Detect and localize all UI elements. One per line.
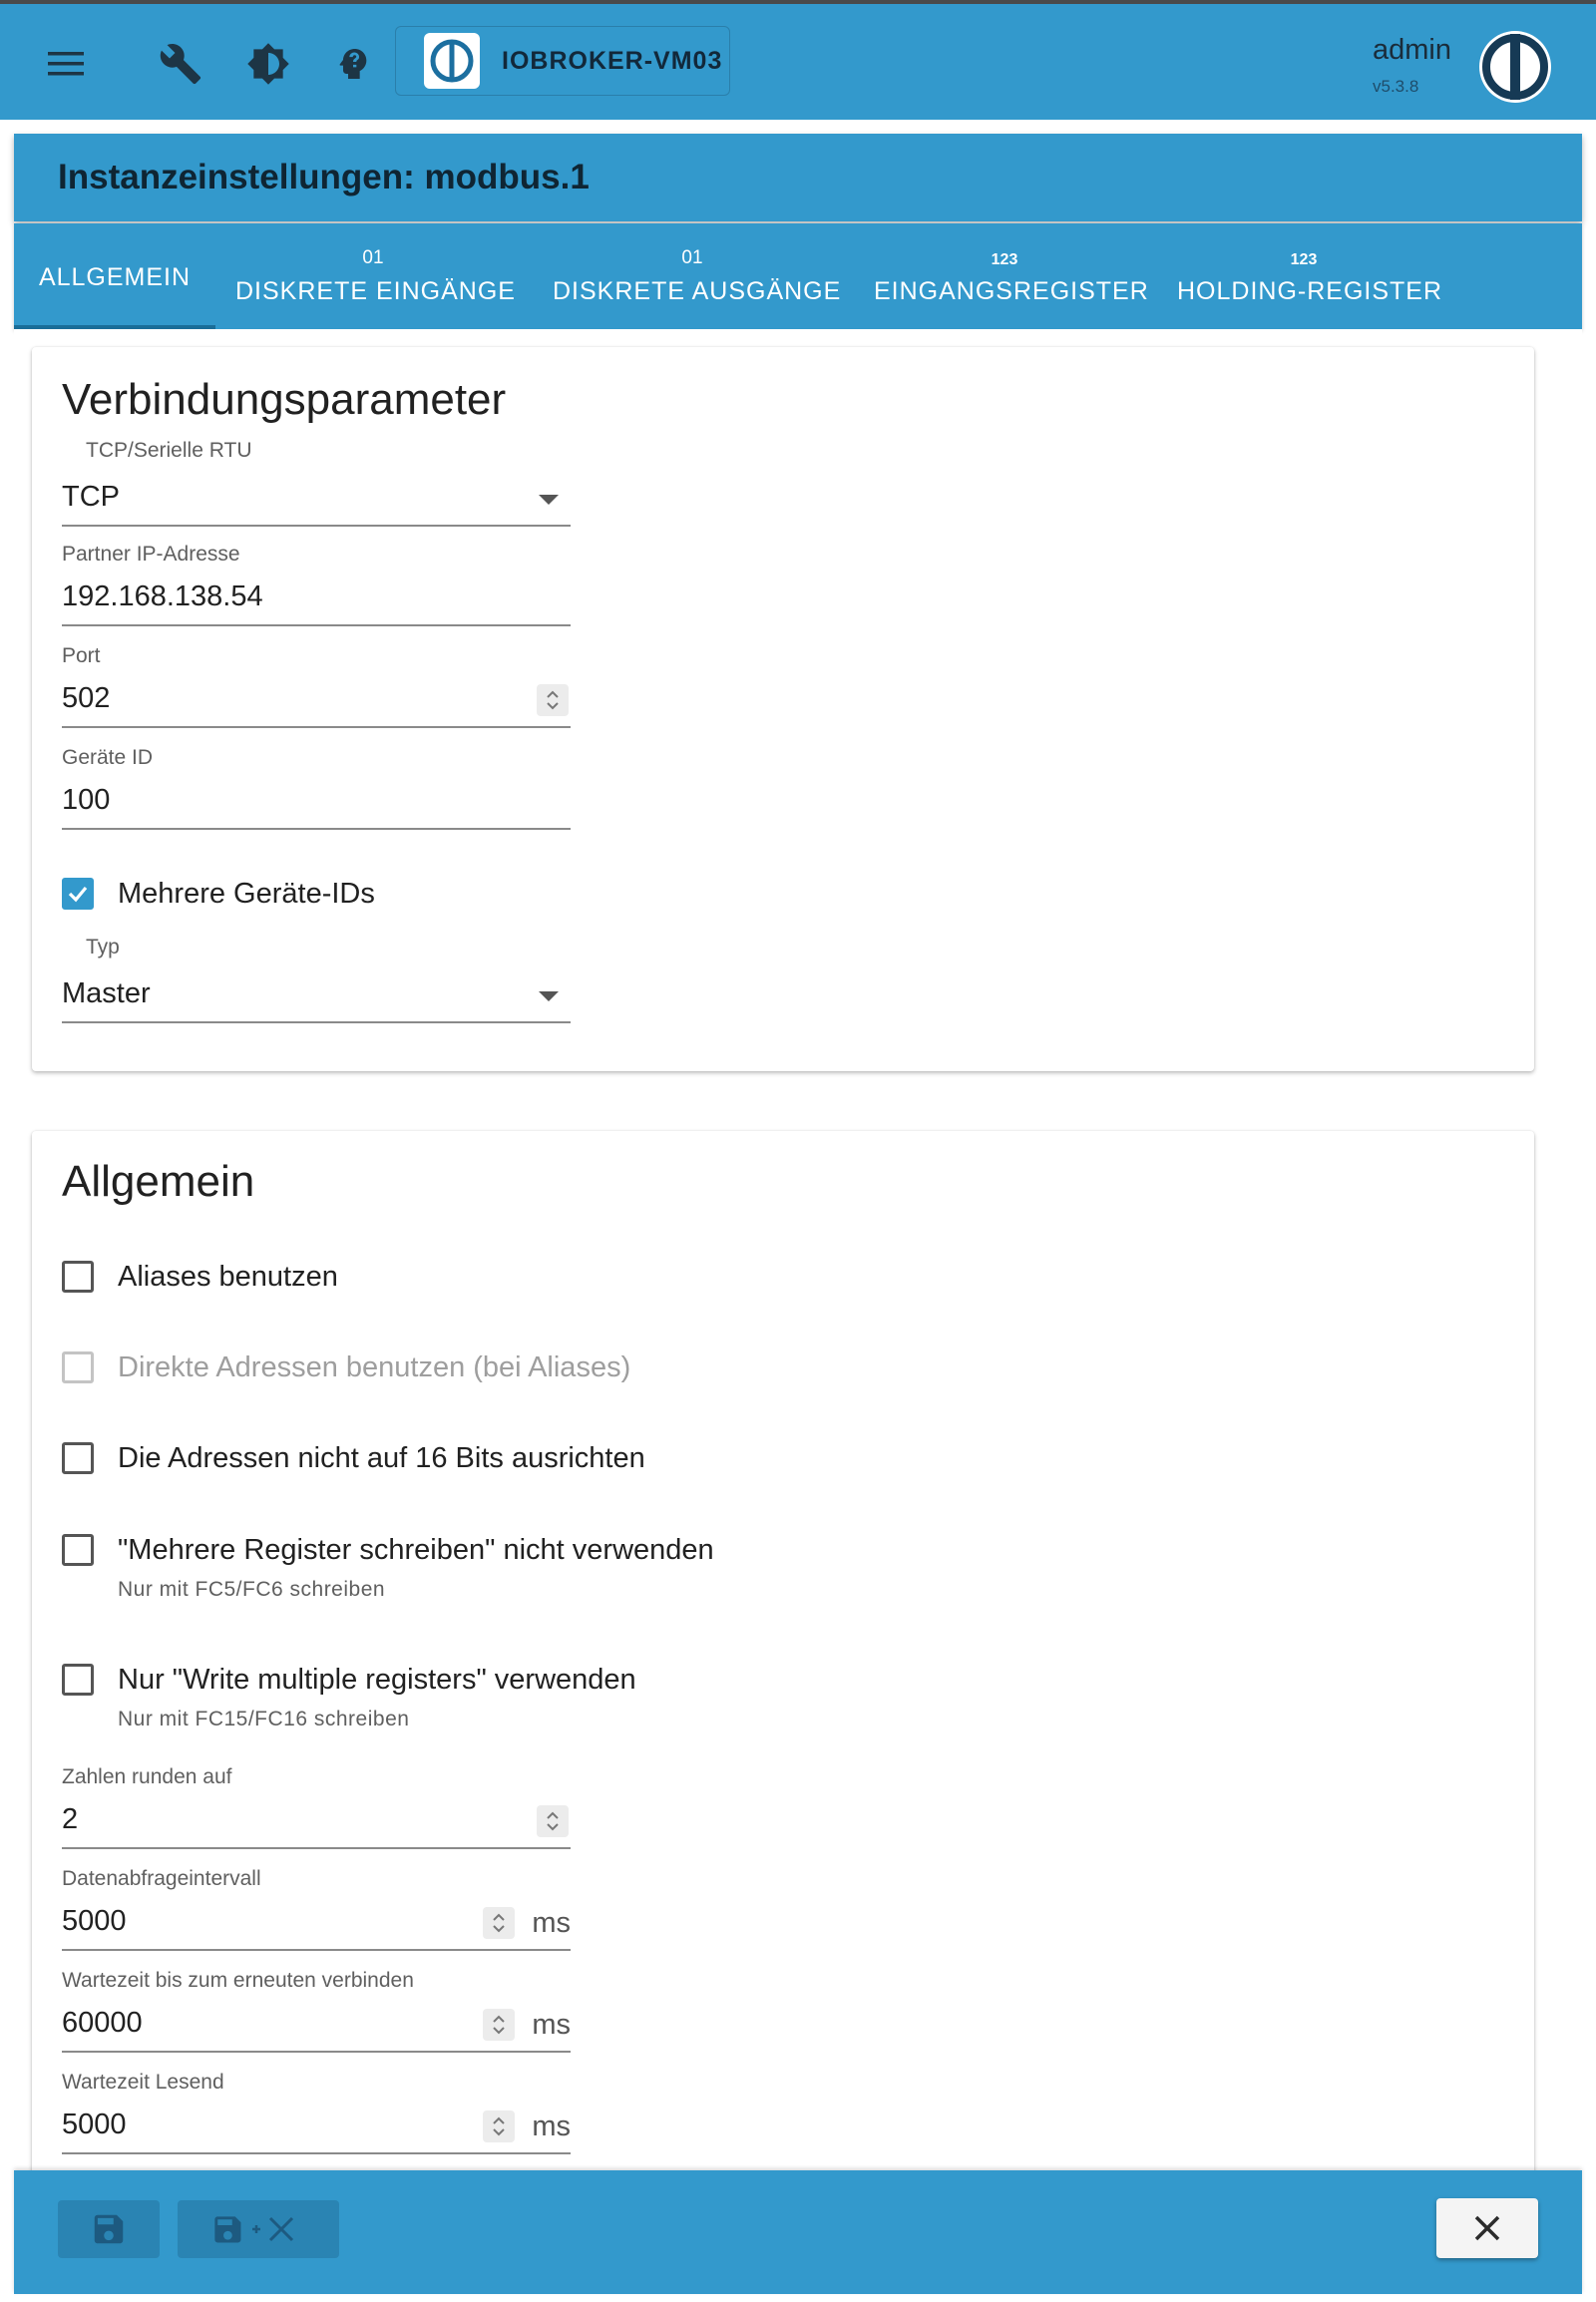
tab-icon-01: 01	[681, 247, 703, 268]
wrench-icon[interactable]	[156, 4, 205, 124]
round-value: 2	[62, 1803, 79, 1835]
tab-label: EINGANGSREGISTER	[874, 277, 1149, 305]
mode-label: TCP/Serielle RTU	[86, 439, 252, 462]
save-button[interactable]	[58, 2200, 160, 2258]
port-value: 502	[62, 682, 111, 714]
poll-value: 5000	[62, 1905, 127, 1937]
save-close-icon	[208, 2210, 308, 2248]
tab-label: HOLDING-REGISTER	[1177, 277, 1443, 305]
iobroker-brand-icon	[1476, 28, 1554, 106]
spinner-icon[interactable]	[483, 1907, 515, 1939]
tab-label: DISKRETE AUSGÄNGE	[553, 277, 842, 305]
no-multi-write-help: Nur mit FC5/FC6 schreiben	[118, 1578, 386, 1601]
reconnect-label: Wartezeit bis zum erneuten verbinden	[62, 1969, 414, 1992]
multi-ids-label: Mehrere Geräte-IDs	[118, 878, 375, 910]
direct-addresses-checkbox-row	[62, 1351, 630, 1383]
spinner-icon[interactable]	[537, 684, 569, 716]
multi-ids-checkbox-row[interactable]	[62, 878, 375, 910]
iobroker-logo-icon	[424, 33, 480, 89]
ip-label: Partner IP-Adresse	[62, 543, 240, 566]
save-and-close-button[interactable]	[178, 2200, 339, 2258]
spinner-icon[interactable]	[483, 2110, 515, 2142]
close-button[interactable]	[1436, 2198, 1538, 2258]
reconnect-value: 60000	[62, 2007, 143, 2039]
only-multi-write-label: Nur "Write multiple registers" verwenden	[118, 1664, 636, 1696]
dialog-title: Instanzeinstellungen: modbus.1	[58, 158, 590, 196]
dropdown-arrow-icon	[539, 991, 559, 1001]
general-card	[32, 1131, 1534, 2170]
poll-label: Datenabfrageintervall	[62, 1867, 261, 1890]
tab-label: DISKRETE EINGÄNGE	[235, 277, 516, 305]
align-label: Die Adressen nicht auf 16 Bits ausrichten	[118, 1442, 645, 1474]
reconnect-field[interactable]	[62, 1969, 571, 2053]
mode-select[interactable]	[62, 439, 571, 527]
multi-ids-checkbox[interactable]	[62, 878, 94, 910]
align-checkbox-row[interactable]	[62, 1442, 645, 1474]
device-id-label: Geräte ID	[62, 746, 154, 769]
menu-icon[interactable]	[44, 4, 88, 124]
tab-holding-register[interactable]	[1177, 223, 1443, 329]
brightness-icon[interactable]	[243, 4, 293, 124]
ip-value: 192.168.138.54	[62, 580, 263, 612]
user-name: admin	[1373, 34, 1451, 66]
tab-allgemein[interactable]	[14, 223, 215, 329]
host-selector[interactable]	[395, 26, 730, 96]
type-select[interactable]	[62, 936, 571, 1023]
no-multi-write-checkbox-row[interactable]	[62, 1534, 714, 1602]
mode-value: TCP	[62, 481, 120, 513]
port-label: Port	[62, 644, 101, 667]
tab-icon-01: 01	[362, 247, 384, 268]
tab-diskrete-eingaenge[interactable]	[235, 223, 516, 329]
read-wait-value: 5000	[62, 2109, 127, 2140]
read-wait-field[interactable]	[62, 2071, 571, 2154]
round-label: Zahlen runden auf	[62, 1765, 232, 1788]
expert-mode-icon[interactable]	[331, 4, 375, 124]
type-label: Typ	[86, 936, 120, 959]
aliases-checkbox[interactable]	[62, 1261, 94, 1293]
only-multi-write-help: Nur mit FC15/FC16 schreiben	[118, 1708, 410, 1730]
host-name: IOBROKER-VM03	[502, 46, 723, 75]
unit-label: ms	[532, 1907, 571, 1939]
tab-bar	[14, 223, 1582, 329]
spinner-icon[interactable]	[483, 2009, 515, 2041]
direct-addresses-label: Direkte Adressen benutzen (bei Aliases)	[118, 1351, 631, 1383]
app-bar	[0, 0, 1596, 120]
only-multi-write-checkbox-row[interactable]	[62, 1664, 636, 1731]
spinner-icon[interactable]	[537, 1805, 569, 1837]
unit-label: ms	[532, 2009, 571, 2041]
connection-title: Verbindungsparameter	[62, 375, 507, 424]
user-info	[1373, 34, 1451, 97]
save-icon	[90, 2210, 128, 2248]
tab-diskrete-ausgaenge[interactable]	[553, 223, 842, 329]
check-icon	[66, 882, 90, 906]
tab-icon-123: 123	[991, 251, 1018, 268]
close-icon	[1472, 2213, 1502, 2243]
direct-addresses-checkbox	[62, 1351, 94, 1383]
aliases-checkbox-row[interactable]	[62, 1261, 338, 1293]
dropdown-arrow-icon	[539, 495, 559, 505]
type-value: Master	[62, 977, 151, 1009]
settings-content	[14, 329, 1582, 2170]
round-field[interactable]	[62, 1765, 571, 1849]
poll-interval-field[interactable]	[62, 1867, 571, 1951]
read-wait-label: Wartezeit Lesend	[62, 2071, 224, 2094]
no-multi-write-checkbox[interactable]	[62, 1534, 94, 1566]
port-field[interactable]	[62, 644, 571, 728]
unit-label: ms	[532, 2110, 571, 2142]
no-multi-write-label: "Mehrere Register schreiben" nicht verwenden	[118, 1534, 714, 1566]
device-id-value: 100	[62, 784, 111, 816]
bottom-toolbar	[14, 2170, 1582, 2294]
align-checkbox[interactable]	[62, 1442, 94, 1474]
only-multi-write-checkbox[interactable]	[62, 1664, 94, 1696]
connection-card	[32, 347, 1534, 1071]
ip-field[interactable]	[62, 543, 571, 626]
dialog-title-bar	[14, 134, 1582, 221]
version-label: v5.3.8	[1373, 77, 1419, 96]
tab-label: ALLGEMEIN	[38, 263, 192, 291]
aliases-label: Aliases benutzen	[118, 1261, 338, 1293]
tab-icon-123: 123	[1290, 251, 1318, 268]
general-title: Allgemein	[62, 1157, 255, 1206]
tab-eingangsregister[interactable]	[874, 223, 1149, 329]
device-id-field[interactable]	[62, 746, 571, 830]
